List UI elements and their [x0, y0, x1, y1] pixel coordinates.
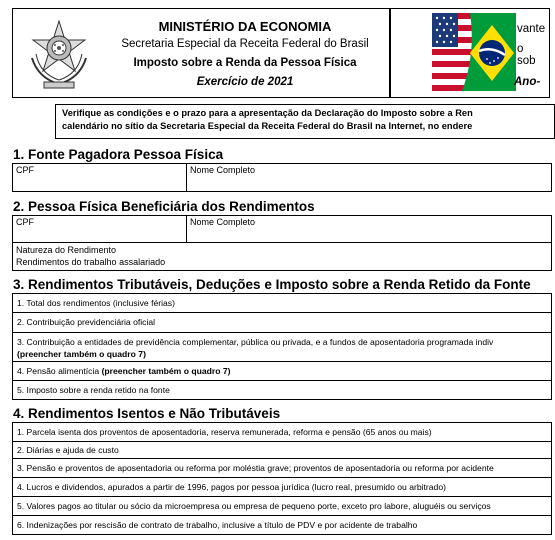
section-2-cpf-field[interactable] [12, 215, 187, 243]
cpf-label: CPF [16, 217, 34, 227]
secretariat-title: Secretaria Especial da Receita Federal do Brasil [121, 38, 369, 50]
nature-label: Natureza do Rendimento [16, 245, 117, 255]
section-3-row-1[interactable]: 1. Total dos rendimentos (inclusive férias) [12, 293, 552, 313]
name-label: Nome Completo [190, 217, 256, 227]
header-right-text-3: Ano- [514, 76, 541, 88]
name-label: Nome Completo [190, 165, 256, 175]
section-2-nature-field[interactable] [12, 242, 552, 271]
us-brazil-flag-image [432, 13, 516, 91]
section-3-row-2[interactable]: 2. Contribuição previdenciária oficial [12, 312, 552, 333]
cpf-label: CPF [16, 165, 34, 175]
ministry-title: MINISTÉRIO DA ECONOMIA [158, 19, 332, 34]
exercise-year: Exercício de 2021 [196, 76, 294, 88]
section-1-title: 1. Fonte Pagadora Pessoa Física [13, 147, 224, 162]
section-4-title: 4. Rendimentos Isentos e Não Tributáveis [13, 406, 281, 421]
section-1-name-field[interactable] [186, 163, 552, 192]
header-right-text-1: vante [517, 23, 546, 35]
tax-name: Imposto sobre a Renda da Pessoa Física [133, 57, 357, 69]
nature-value: Rendimentos do trabalho assalariado [16, 257, 166, 267]
section-3-row-5[interactable]: 5. Imposto sobre a renda retido na fonte [12, 380, 552, 400]
section-4-row-6[interactable]: 6. Indenizações por rescisão de contrato de trabalho, inclusive a título de PDV e por acidente de trabalho [12, 515, 552, 535]
section-2-name-field[interactable] [186, 215, 552, 243]
section-3-row-3[interactable]: 3. Contribuição a entidades de previdência complementar, pública ou privada, e a fundos de aposentadoria programada indiv (preencher também o quadro 7) [12, 332, 552, 362]
section-4-row-1[interactable]: 1. Parcela isenta dos proventos de aposentadoria, reserva remunerada, reforma e pensão (65 anos ou mais) [12, 422, 552, 442]
section-4-row-3[interactable]: 3. Pensão e proventos de aposentadoria ou reforma por moléstia grave; proventos de aposentadoria ou reforma por acidente [12, 458, 552, 478]
section-1-cpf-field[interactable] [12, 163, 187, 192]
section-4-row-2[interactable]: 2. Diárias e ajuda de custo [12, 441, 552, 459]
notice-line-2: calendário no sítio da Secretaria Especial da Receita Federal do Brasil na Internet, no endere [62, 121, 473, 131]
notice-line-1: Verifique as condições e o prazo para a apresentação da Declaração do Imposto sobre a Ren [62, 108, 473, 118]
row-4-note: (preencher também o quadro 7) [101, 366, 231, 376]
section-4-row-4[interactable]: 4. Lucros e dividendos, apurados a partir de 1996, pagos por pessoa jurídica (lucro real, presumido ou arbitrado) [12, 477, 552, 497]
section-4-row-5[interactable]: 5. Valores pagos ao titular ou sócio da microempresa ou empresa de pequeno porte, exceto pro labore, aluguéis ou serviços [12, 496, 552, 516]
row-3-note: (preencher também o quadro 7) [17, 349, 146, 359]
section-2-title: 2. Pessoa Física Beneficiária dos Rendimentos [13, 199, 315, 214]
header-right-text-2: o sob [517, 43, 536, 67]
coat-of-arms-emblem [24, 18, 94, 90]
section-3-row-4[interactable]: 4. Pensão alimentícia (preencher também o quadro 7) [12, 361, 552, 381]
section-3-title: 3. Rendimentos Tributáveis, Deduções e Imposto sobre a Renda Retido da Fonte [13, 277, 531, 292]
